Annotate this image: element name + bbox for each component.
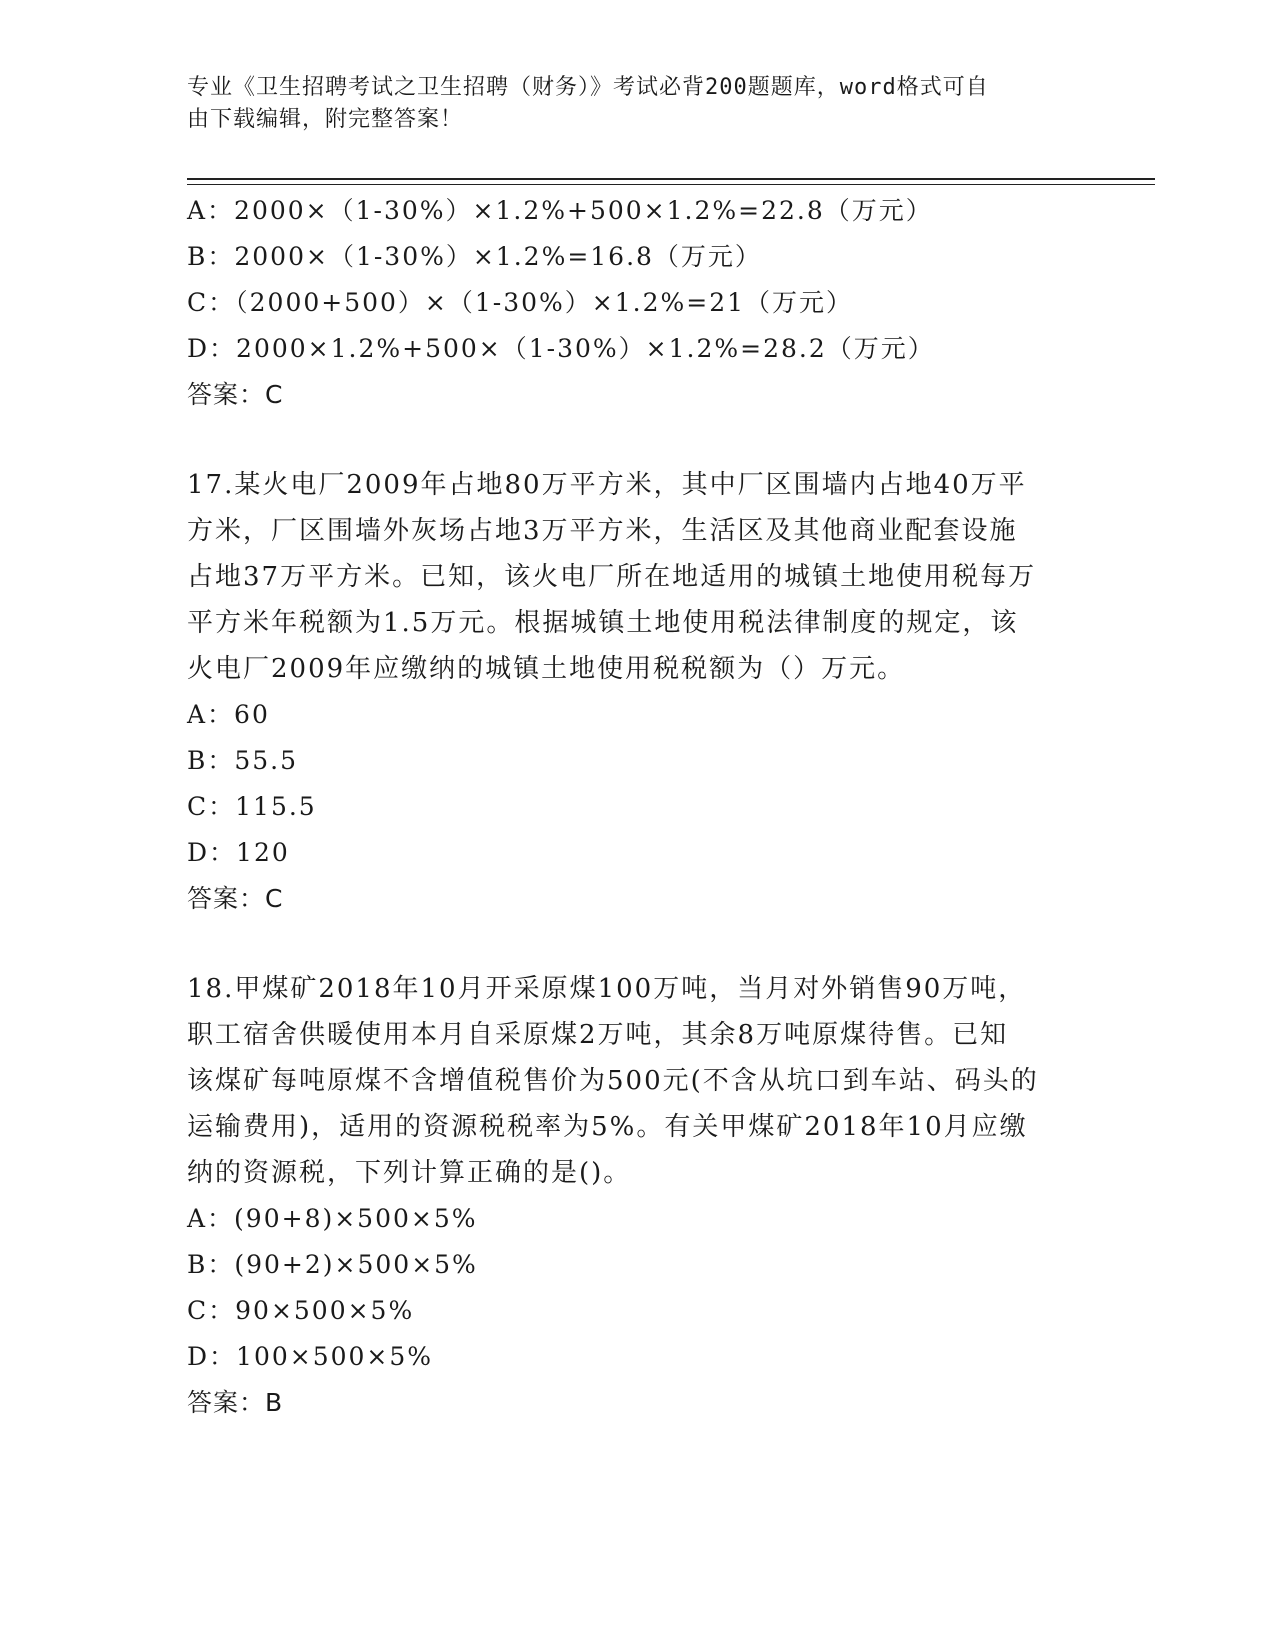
header-divider-thick — [187, 178, 1155, 180]
question-stem-line: 17.某火电厂2009年占地80万平方米，其中厂区围墙内占地40万平 — [187, 470, 1027, 500]
document-header — [187, 72, 1067, 136]
spacer — [187, 922, 1087, 966]
question-16 — [187, 188, 1087, 418]
answer-label: 答案：C — [187, 380, 284, 409]
option-d: D：100×500×5% — [187, 1342, 434, 1371]
spacer — [187, 418, 1087, 462]
option-a: A：2000×（1-30%）×1.2%+500×1.2%=22.8（万元） — [187, 196, 933, 225]
question-stem-line: 火电厂2009年应缴纳的城镇土地使用税税额为（）万元。 — [187, 654, 906, 684]
question-stem-line: 占地37万平方米。已知，该火电厂所在地适用的城镇土地使用税每万 — [187, 562, 1037, 592]
question-stem-line: 方米，厂区围墙外灰场占地3万平方米，生活区及其他商业配套设施 — [187, 516, 1018, 546]
header-line-1: 专业《卫生招聘考试之卫生招聘（财务）》考试必背200题题库，word格式可自 — [187, 75, 989, 100]
option-d: D：120 — [187, 838, 290, 867]
question-stem-line: 运输费用)，适用的资源税税率为5%。有关甲煤矿2018年10月应缴 — [187, 1112, 1028, 1142]
answer-label: 答案：C — [187, 884, 284, 913]
option-b: B：55.5 — [187, 746, 299, 775]
option-c: C：115.5 — [187, 792, 317, 821]
question-stem-line: 纳的资源税，下列计算正确的是()。 — [187, 1158, 632, 1188]
option-a: A：60 — [187, 700, 270, 729]
option-c: C：90×500×5% — [187, 1296, 415, 1325]
question-stem-line: 18.甲煤矿2018年10月开采原煤100万吨，当月对外销售90万吨， — [187, 974, 1027, 1004]
question-list — [187, 188, 1087, 1426]
question-18 — [187, 966, 1087, 1426]
question-17 — [187, 462, 1087, 922]
option-d: D：2000×1.2%+500×（1-30%）×1.2%=28.2（万元） — [187, 334, 935, 363]
option-c: C：（2000+500）×（1-30%）×1.2%=21（万元） — [187, 288, 854, 317]
header-line-2: 由下载编辑，附完整答案！ — [187, 107, 464, 132]
question-stem-line: 职工宿舍供暖使用本月自采原煤2万吨，其余8万吨原煤待售。已知 — [187, 1020, 1009, 1050]
question-stem-line: 该煤矿每吨原煤不含增值税售价为500元(不含从坑口到车站、码头的 — [187, 1066, 1039, 1096]
question-stem-line: 平方米年税额为1.5万元。根据城镇土地使用税法律制度的规定，该 — [187, 608, 1019, 638]
option-b: B：2000×（1-30%）×1.2%=16.8（万元） — [187, 242, 762, 271]
option-b: B：(90+2)×500×5% — [187, 1250, 478, 1279]
option-a: A：(90+8)×500×5% — [187, 1204, 478, 1233]
answer-label: 答案：B — [187, 1388, 284, 1417]
header-divider-thin — [187, 184, 1155, 185]
